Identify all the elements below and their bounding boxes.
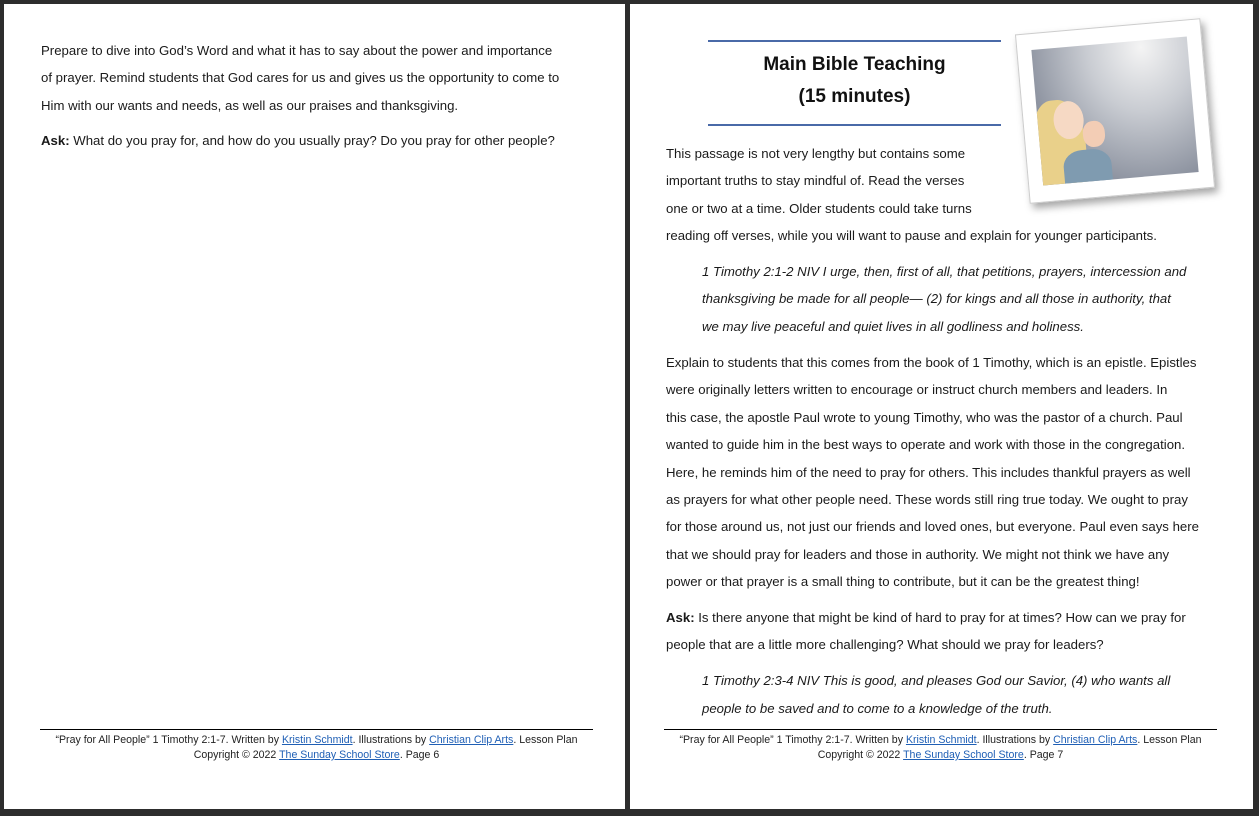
illustrator-link[interactable]: Christian Clip Arts [1053,734,1138,746]
explain-line-5: Here, he reminds him of the need to pray for others. This includes thankful prayers as well [666,465,1191,480]
section-heading: Main Bible Teaching (15 minutes) [763,54,946,107]
verse-2-line-2: people to be saved and to come to a knowledge of the truth. [702,701,1053,716]
footer-line-1: “Pray for All People” 1 Timothy 2:1-7. Written by Kristin Schmidt. Illustrations by Christian Clip Arts. Lesson Plan [55,734,578,746]
illustration-image [1031,36,1198,185]
praying-child-illustration [1015,18,1215,204]
page-number: . Page 6 [399,749,440,761]
intro-line-1: This passage is not very lengthy but contains some [666,146,966,161]
ask-question-line-1: Ask: Is there anyone that might be kind of hard to pray for at times? How can we pray for [666,610,1186,625]
heading-rule-bottom [708,124,1001,126]
verse-1-line-3: we may live peaceful and quiet lives in all godliness and holiness. [702,319,1084,334]
store-link[interactable]: The Sunday School Store [279,749,400,761]
explain-line-7: for those around us, not just our friends and loved ones, but everyone. Paul even says here [666,519,1199,534]
heading-rule-top [708,40,1001,42]
explain-line-9: power or that prayer is a small thing to contribute, but it can be the greatest thing! [666,574,1140,589]
page-number: . Page 7 [1023,749,1064,761]
intro-line-3: Him with our wants and needs, as well as our praises and thanksgiving. [41,98,459,113]
footer-divider [664,729,1217,730]
author-link[interactable]: Kristin Schmidt [281,734,353,746]
author-link[interactable]: Kristin Schmidt [905,734,977,746]
footer-line-1: “Pray for All People” 1 Timothy 2:1-7. Written by Kristin Schmidt. Illustrations by Christian Clip Arts. Lesson Plan [679,734,1202,746]
page-7 [630,4,1253,809]
intro-line-3: one or two at a time. Older students could take turns [666,201,972,216]
page-footer [24,733,609,763]
intro-line-2: of prayer. Remind students that God cares for us and gives us the opportunity to come to [41,70,560,85]
explain-line-2: were originally letters written to encourage or instruct church members and leaders. In [666,382,1168,397]
verse-1-line-2: thanksgiving be made for all people— (2) for kings and all those in authority, that [702,291,1171,306]
illustrator-link[interactable]: Christian Clip Arts [429,734,514,746]
explain-line-8: that we should pray for leaders and those in authority. We might not think we have any [666,547,1170,562]
verse-2-line-1: 1 Timothy 2:3-4 NIV This is good, and pleases God our Savior, (4) who wants all [702,673,1171,688]
intro-line-4: reading off verses, while you will want to pause and explain for younger participants. [666,228,1157,243]
ask-question-line-2: people that are a little more challenging? What should we pray for leaders? [666,637,1104,652]
explain-line-6: as prayers for what other people need. These words still ring true today. We ought to pray [666,492,1188,507]
ask-label: Ask: [41,133,70,148]
page-6 [4,4,625,809]
ask-text: What do you pray for, and how do you usually pray? Do you pray for other people? [69,133,555,148]
explain-line-4: wanted to guide him in the best ways to operate and work with those in the congregation. [666,437,1186,452]
footer-line-2: Copyright © 2022 The Sunday School Store. Page 6 [193,749,440,761]
explain-line-3: this case, the apostle Paul wrote to young Timothy, who was the pastor of a church. Paul [666,410,1183,425]
intro-line-2: important truths to stay mindful of. Read the verses [666,173,965,188]
verse-1-line-1: 1 Timothy 2:1-2 NIV I urge, then, first of all, that petitions, prayers, intercession and [702,264,1187,279]
footer-line-2: Copyright © 2022 The Sunday School Store. Page 7 [817,749,1064,761]
praying-hands-icon [1082,120,1106,148]
page-footer [648,733,1233,763]
explain-line-1: Explain to students that this comes from the book of 1 Timothy, which is an epistle. Epistles [666,355,1197,370]
ask-question [41,127,555,155]
ask-label: Ask: [666,610,695,625]
store-link[interactable]: The Sunday School Store [903,749,1024,761]
intro-line-1: Prepare to dive into God’s Word and what it has to say about the power and importance [41,43,553,58]
footer-divider [40,729,593,730]
